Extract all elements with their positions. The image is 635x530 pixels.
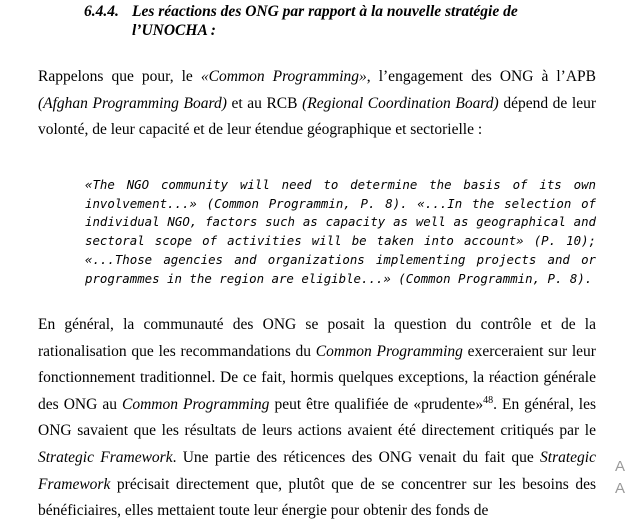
edge-fragment: A: [615, 480, 626, 497]
p2-text: . En général, les ONG savaient que les résultats de leurs actions avaient été directement critiqués par le: [38, 395, 596, 440]
p2-text: précisait directement que, plutôt que de se concentrer sur les besoins des bénéficiaires, elles mettaient toute leur énergie pour obtenir des fonds de: [38, 475, 596, 520]
p1-text: , l’engagement des ONG à l’APB: [366, 68, 596, 85]
block-quote: «The NGO community will need to determine the basis of its own involvement...» (Common Programmin, P. 8). «...In the selection of individual NGO, factors such as capacity as well as geographical and sectoral scope of activities will be taken into account» (P. 10); «...Those agencies and organizations implementing projects and or programmes in the region are eligible...» (Common Programmin, P. 8).: [85, 177, 596, 286]
p1-text: Rappelons que pour, le: [38, 68, 201, 85]
p1-apb-name: (Afghan Programming Board): [38, 94, 227, 112]
section-title-line2: l’UNOCHA :: [132, 22, 216, 39]
p2-text: peut être qualifiée de «prudente»: [269, 395, 484, 413]
p1-rcb-name: (Regional Coordination Board): [302, 94, 499, 112]
p2-text: En général, la communauté des ONG se posait la question du contrôle et de la rationalisation que les recommandations du: [38, 316, 596, 360]
p2-common-programming: Common Programming: [121, 395, 270, 413]
intro-paragraph: [38, 64, 596, 144]
body-paragraph: [38, 312, 596, 525]
footnote-ref[interactable]: 48: [483, 394, 494, 406]
p2-text: . Une partie des réticences des ONG venait du fait que: [172, 448, 541, 466]
section-heading: [84, 2, 554, 40]
p2-strategic-framework: Strategic Framework: [38, 448, 173, 466]
p2-common-programming: Common Programming: [315, 342, 463, 360]
p1-common-programming: «Common Programming»: [200, 68, 367, 85]
p1-text: et au RCB: [226, 94, 303, 112]
edge-fragment: A: [615, 458, 626, 475]
p2-text: exerceraient sur leur fonctionnement traditionnel. De ce fait, hormis quelques exceptions, la réaction générale des ONG au: [38, 342, 596, 413]
p1-text: dépend de leur volonté, de leur capacité et de leur étendue géographique et sectorielle :: [38, 94, 596, 138]
section-number: 6.4.4.: [84, 3, 119, 20]
p2-strategic-framework: Strategic Framework: [38, 448, 596, 493]
section-title-line1: Les réactions des ONG par rapport à la nouvelle stratégie de: [132, 3, 518, 20]
